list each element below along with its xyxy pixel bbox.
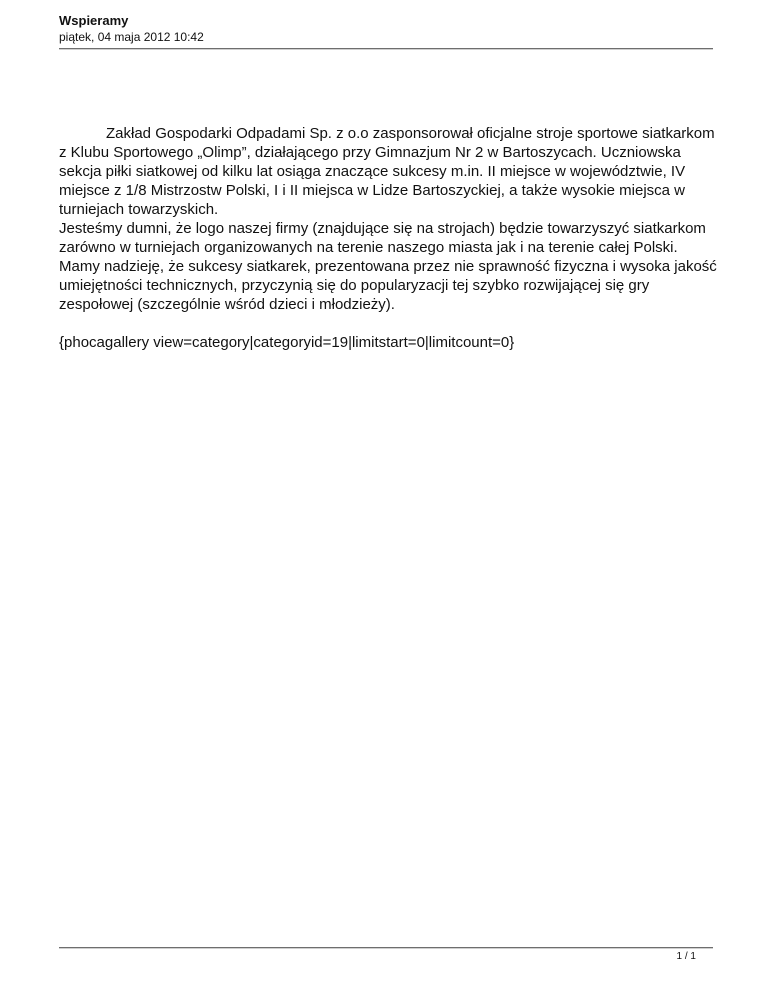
article-body [59, 124, 719, 352]
gallery-placeholder-code: {phocagallery view=category|categoryid=19|limitstart=0|limitcount=0} [59, 334, 515, 351]
page-number: 1 / 1 [676, 951, 696, 962]
publish-date: piątek, 04 maja 2012 10:42 [59, 30, 204, 44]
article-paragraph: Zakład Gospodarki Odpadami Sp. z o.o zasponsorował oficjalne stroje sportowe siatkarkom z Klubu Sportowego „Olimp”, działającego przy Gimnazjum Nr 2 w Bartoszycach. Uczniowska sekcja piłki siatkowej od kilku lat osiąga znaczące sukcesy m.in. II miejsce w województwie, IV miejsce z 1/8 Mistrzostw Polski, I i II miejsca w Lidze Bartoszyckiej, a także wysokie miejsca w turniejach towarzyskich. [59, 125, 715, 218]
article-paragraph: Mamy nadzieję, że sukcesy siatkarek, prezentowana przez nie sprawność fizyczna i wysoka jakość umiejętności technicznych, przyczynią się do popularyzacji tej szybko rozwijającej się gry zespołowej (szczególnie wśród dzieci i młodzieży). [59, 258, 717, 313]
header-divider [59, 48, 713, 50]
footer-divider [59, 947, 713, 949]
document-title: Wspieramy [59, 13, 129, 28]
article-paragraph: Jesteśmy dumni, że logo naszej firmy (znajdujące się na strojach) będzie towarzyszyć siatkarkom zarówno w turniejach organizowanych na terenie naszego miasta jak i na terenie całej Polski. [59, 220, 706, 256]
